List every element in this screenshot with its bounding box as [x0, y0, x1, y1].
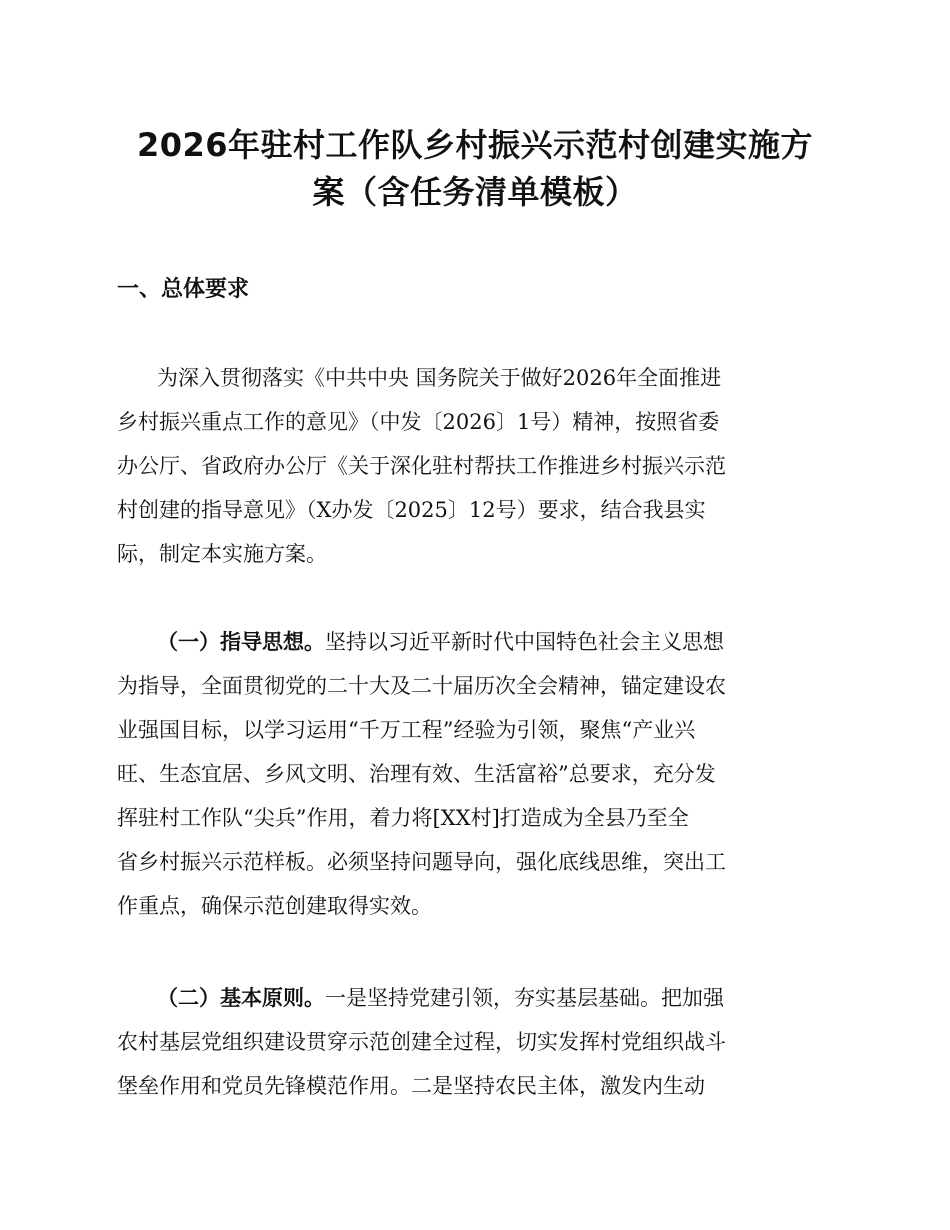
section-heading-overall-requirements: 一、总体要求	[117, 277, 250, 302]
paragraph-line-text: 一是坚持党建引领，夯实基层基础。把加强	[325, 986, 724, 1010]
paragraph-line	[117, 620, 837, 664]
paragraph-line: 乡村振兴重点工作的意见》（中发〔2026〕1号）精神，按照省委	[117, 410, 720, 434]
paragraph-line: 作重点，确保示范创建取得实效。	[117, 894, 432, 918]
paragraph-lead-basic-principles: （二）基本原则。	[157, 986, 325, 1010]
paragraph-line: 办公厅、省政府办公厅《关于深化驻村帮扶工作推进乡村振兴示范	[117, 454, 726, 478]
paragraph-line: 为指导，全面贯彻党的二十大及二十届历次全会精神，锚定建设农	[117, 674, 726, 698]
document-title	[100, 122, 850, 216]
paragraph-line: 挥驻村工作队“尖兵”作用，着力将[XX村]打造成为全县乃至全	[117, 806, 689, 830]
paragraph-line-text: 坚持以习近平新时代中国特色社会主义思想	[325, 630, 724, 654]
paragraph-line: 农村基层党组织建设贯穿示范创建全过程，切实发挥村党组织战斗	[117, 1030, 726, 1054]
paragraph-line: 业强国目标，以学习运用“千万工程”经验为引领，聚焦“产业兴	[117, 718, 696, 742]
paragraph-line	[117, 976, 837, 1020]
title-line-1: 2026年驻村工作队乡村振兴示范村创建实施方	[136, 126, 814, 164]
paragraph-line: 堡垒作用和党员先锋模范作用。二是坚持农民主体，激发内生动	[117, 1074, 705, 1098]
paragraph-guiding-ideology	[117, 620, 837, 928]
paragraph-line: 村创建的指导意见》（X办发〔2025〕12号）要求，结合我县实	[117, 498, 706, 522]
paragraph-line: 为深入贯彻落实《中共中央 国务院关于做好2026年全面推进	[157, 366, 722, 390]
paragraph-line: 省乡村振兴示范样板。必须坚持问题导向，强化底线思维，突出工	[117, 850, 726, 874]
paragraph-lead-guiding-ideology: （一）指导思想。	[157, 630, 325, 654]
title-line-2: 案（含任务清单模板）	[312, 173, 638, 211]
paragraph-basic-principles	[117, 976, 837, 1108]
paragraph-line: 旺、生态宜居、乡风文明、治理有效、生活富裕”总要求，充分发	[117, 762, 716, 786]
paragraph-line: 际，制定本实施方案。	[117, 542, 327, 566]
paragraph-intro	[117, 356, 837, 576]
